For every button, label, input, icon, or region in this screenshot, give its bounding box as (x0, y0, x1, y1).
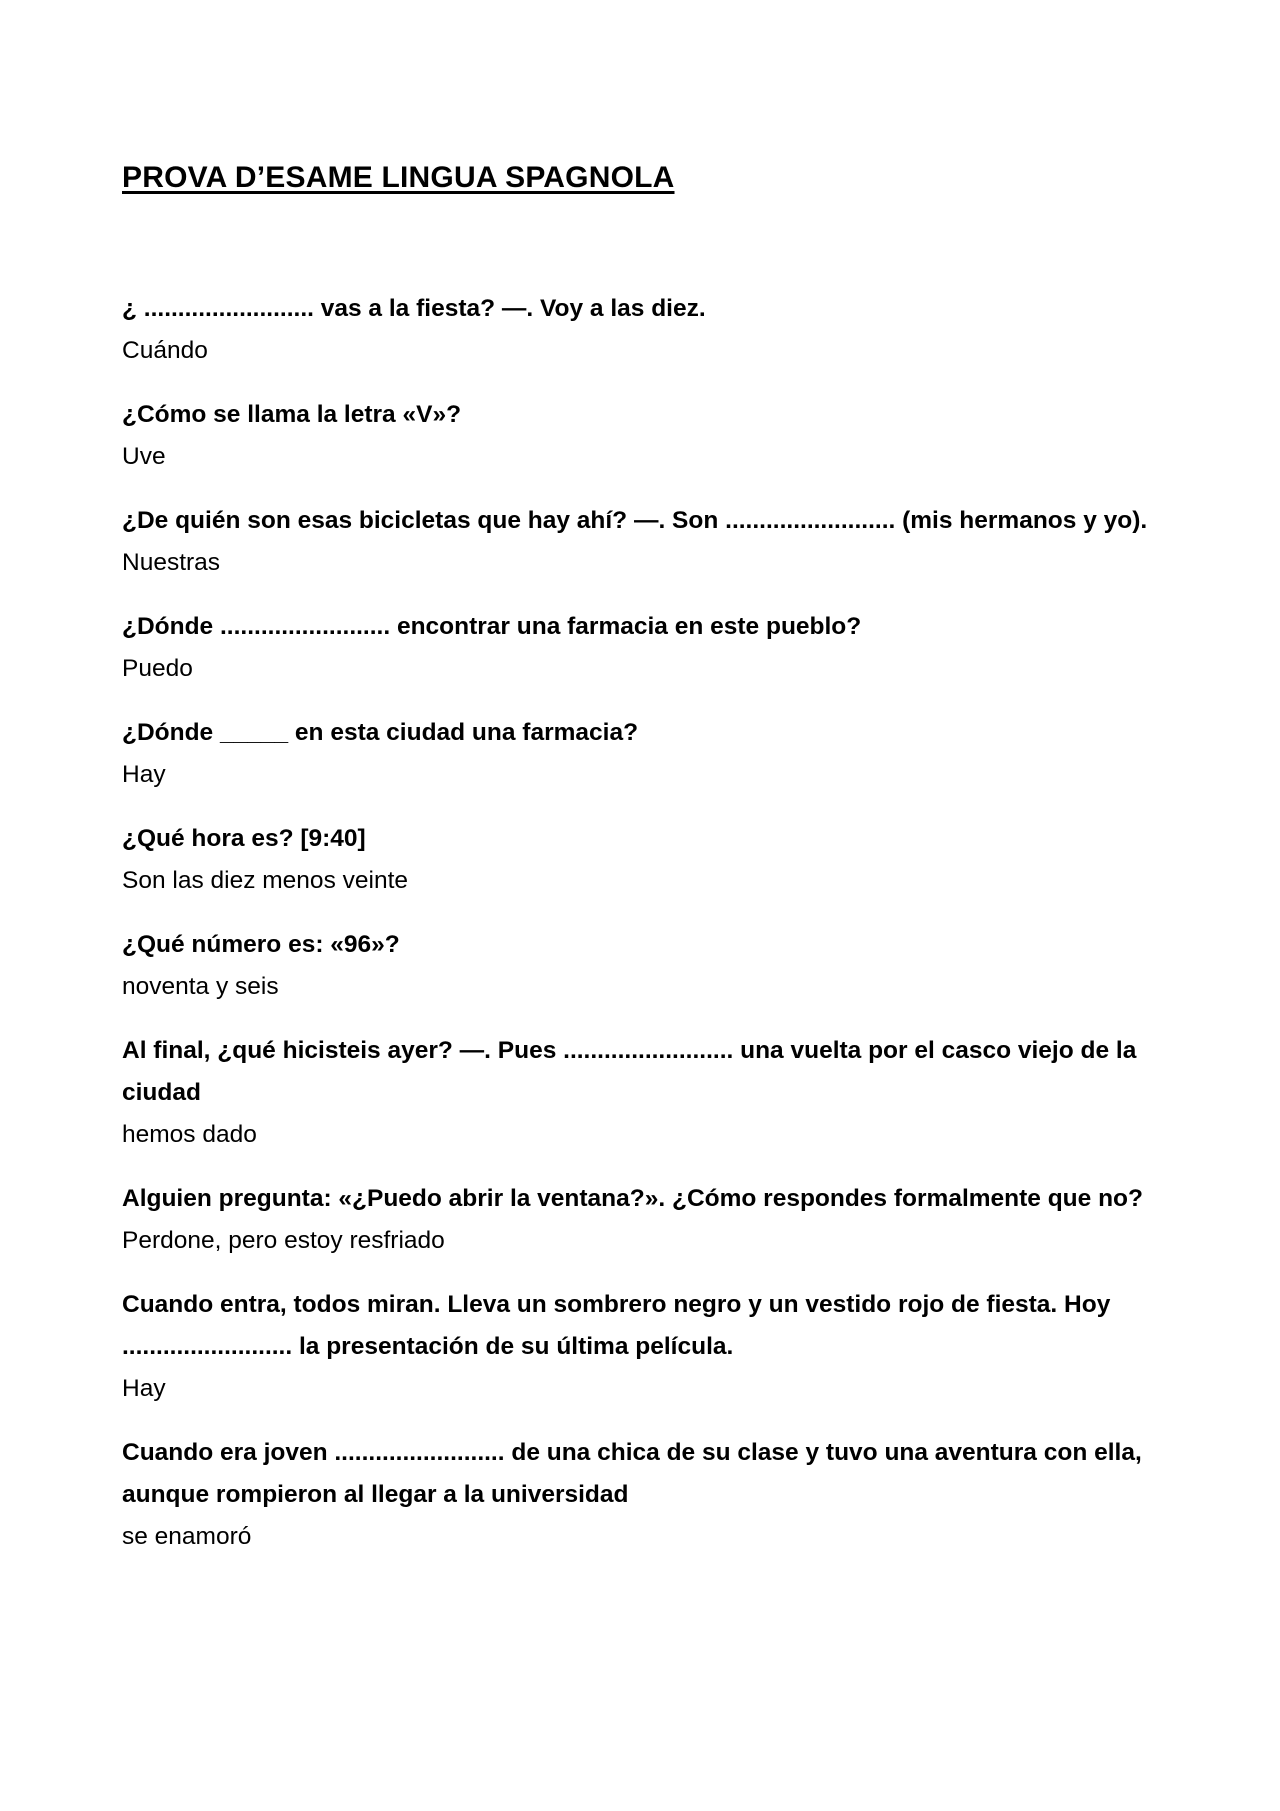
question-text: Al final, ¿qué hicisteis ayer? —. Pues ......................... una vuelta por el casco viejo de la ciudad (122, 1037, 1137, 1106)
question-list (122, 288, 1158, 1558)
question-item-1 (122, 288, 1158, 372)
answer-text: Puedo (122, 655, 193, 682)
question-text: ¿Cómo se llama la letra «V»? (122, 401, 462, 428)
question-text: ¿Qué hora es? [9:40] (122, 825, 366, 852)
question-item-8 (122, 1030, 1158, 1156)
answer-text: Hay (122, 761, 166, 788)
question-text: Cuando entra, todos miran. Lleva un sombrero negro y un vestido rojo de fiesta. Hoy ......................... la presentación de su última película. (122, 1291, 1111, 1360)
question-item-9 (122, 1178, 1158, 1262)
question-text: Alguien pregunta: «¿Puedo abrir la ventana?». ¿Cómo respondes formalmente que no? (122, 1185, 1143, 1212)
question-text: ¿Dónde _____ en esta ciudad una farmacia? (122, 719, 639, 746)
answer-text: Uve (122, 443, 166, 470)
question-text: ¿Dónde ......................... encontrar una farmacia en este pueblo? (122, 613, 862, 640)
question-item-6 (122, 818, 1158, 902)
question-text: Cuando era joven ......................... de una chica de su clase y tuvo una aventura con ella, aunque rompieron al llegar a la universidad (122, 1439, 1142, 1508)
question-item-11 (122, 1432, 1158, 1558)
answer-text: Hay (122, 1375, 166, 1402)
answer-text: Perdone, pero estoy resfriado (122, 1227, 445, 1254)
answer-text: hemos dado (122, 1121, 257, 1148)
question-item-3 (122, 500, 1158, 584)
question-text: ¿De quién son esas bicicletas que hay ahí? —. Son ......................... (mis hermanos y yo). (122, 507, 1148, 534)
page-title: PROVA D’ESAME LINGUA SPAGNOLA (122, 161, 675, 194)
answer-text: Son las diez menos veinte (122, 867, 408, 894)
answer-text: noventa y seis (122, 973, 279, 1000)
question-item-5 (122, 712, 1158, 796)
answer-text: se enamoró (122, 1523, 252, 1550)
answer-text: Cuándo (122, 337, 208, 364)
question-item-10 (122, 1284, 1158, 1410)
answer-text: Nuestras (122, 549, 221, 576)
question-item-7 (122, 924, 1158, 1008)
question-text: ¿ ......................... vas a la fiesta? —. Voy a las diez. (122, 295, 706, 322)
question-text: ¿Qué número es: «96»? (122, 931, 400, 958)
question-item-2 (122, 394, 1158, 478)
question-item-4 (122, 606, 1158, 690)
